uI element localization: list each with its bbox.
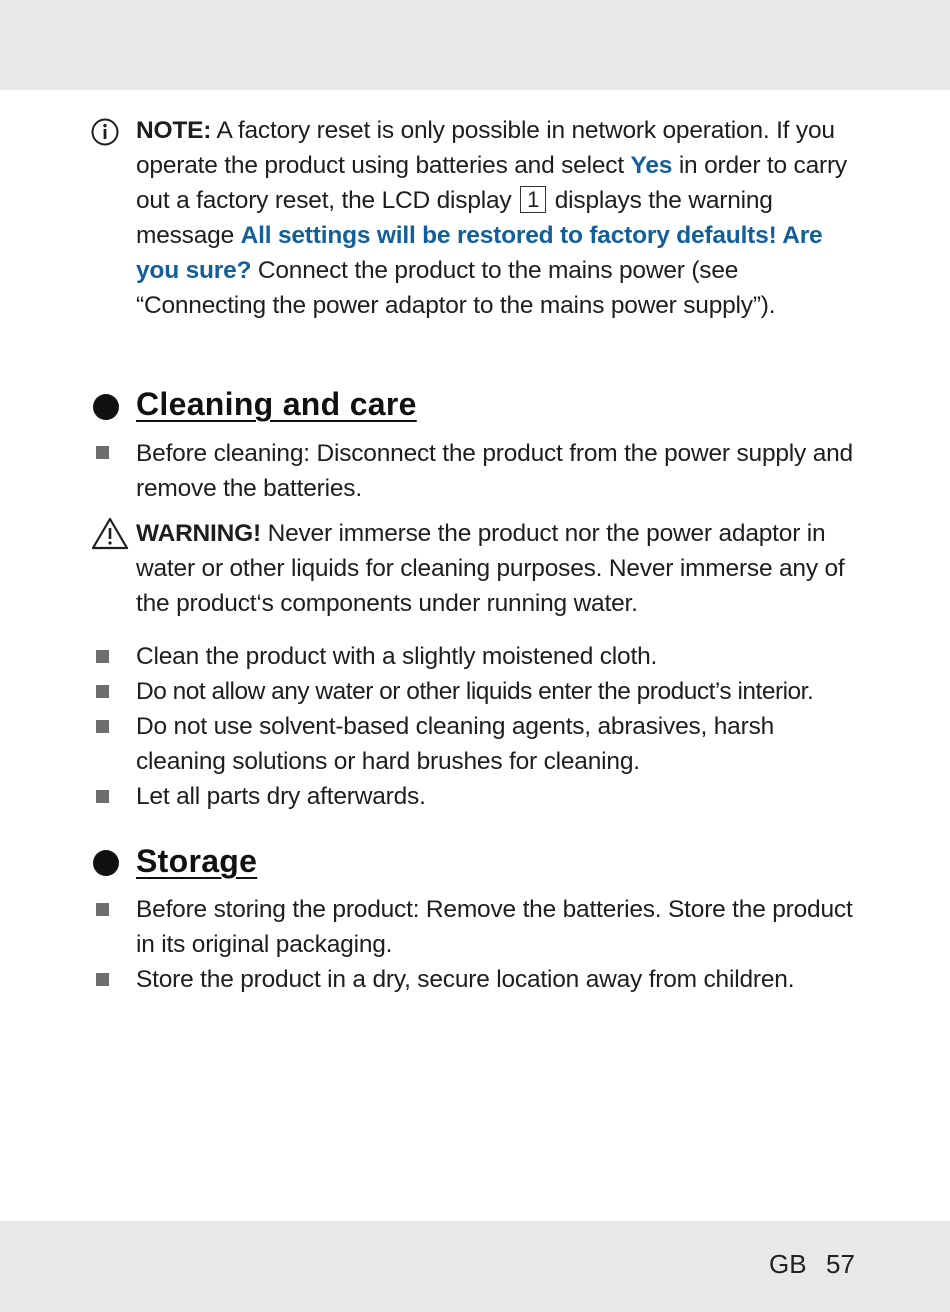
warning-label: WARNING! <box>136 520 261 547</box>
warning-message: All settings will be restored to factory defaults! Are you sure? <box>136 222 823 284</box>
square-bullet-icon <box>96 650 109 663</box>
section-bullet-dot-icon <box>93 394 119 420</box>
square-bullet-icon <box>96 973 109 986</box>
section-bullet-dot-icon <box>93 850 119 876</box>
footer-page-number: 57 <box>826 1249 855 1279</box>
cleaning-item-disconnect: Before cleaning: Disconnect the product from the power supply and remove the batteries. <box>136 440 853 502</box>
storage-item: Store the product in a dry, secure location away from children. <box>136 966 795 993</box>
square-bullet-icon <box>96 685 109 698</box>
storage-heading: Storage <box>136 843 258 879</box>
yes-option: Yes <box>630 152 673 179</box>
warning-icon <box>91 517 129 550</box>
note-text-1: A factory reset is only possible in network operation. If you operate the product using batteries and select <box>136 117 835 179</box>
square-bullet-icon <box>96 790 109 803</box>
square-bullet-icon <box>96 720 109 733</box>
display-reference-box: 1 <box>520 186 546 213</box>
warning-paragraph <box>136 516 866 621</box>
cleaning-heading: Cleaning and care <box>136 386 417 422</box>
cleaning-item: Let all parts dry afterwards. <box>136 783 426 810</box>
note-text-4: Connect the product to the mains power (see “Connecting the power adaptor to the mains power supply”). <box>136 257 776 319</box>
note-label: NOTE: <box>136 117 212 144</box>
storage-item: Before storing the product: Remove the batteries. Store the product in its original packaging. <box>136 896 853 958</box>
info-icon <box>90 117 120 147</box>
note-paragraph <box>136 113 866 323</box>
footer-band <box>0 1221 950 1312</box>
footer-language: GB <box>769 1249 807 1279</box>
note-text-3: displays the warning message <box>136 187 773 249</box>
cleaning-item: Clean the product with a slightly moistened cloth. <box>136 643 658 670</box>
square-bullet-icon <box>96 446 109 459</box>
square-bullet-icon <box>96 903 109 916</box>
note-text-2: in order to carry out a factory reset, the LCD display <box>136 152 847 214</box>
warning-text: Never immerse the product nor the power adaptor in water or other liquids for cleaning purposes. Never immerse any of the product‘s components under running water. <box>136 520 845 617</box>
cleaning-item: Do not use solvent-based cleaning agents, abrasives, harsh cleaning solutions or hard brushes for cleaning. <box>136 713 775 775</box>
cleaning-item: Do not allow any water or other liquids enter the product’s interior. <box>136 678 814 705</box>
